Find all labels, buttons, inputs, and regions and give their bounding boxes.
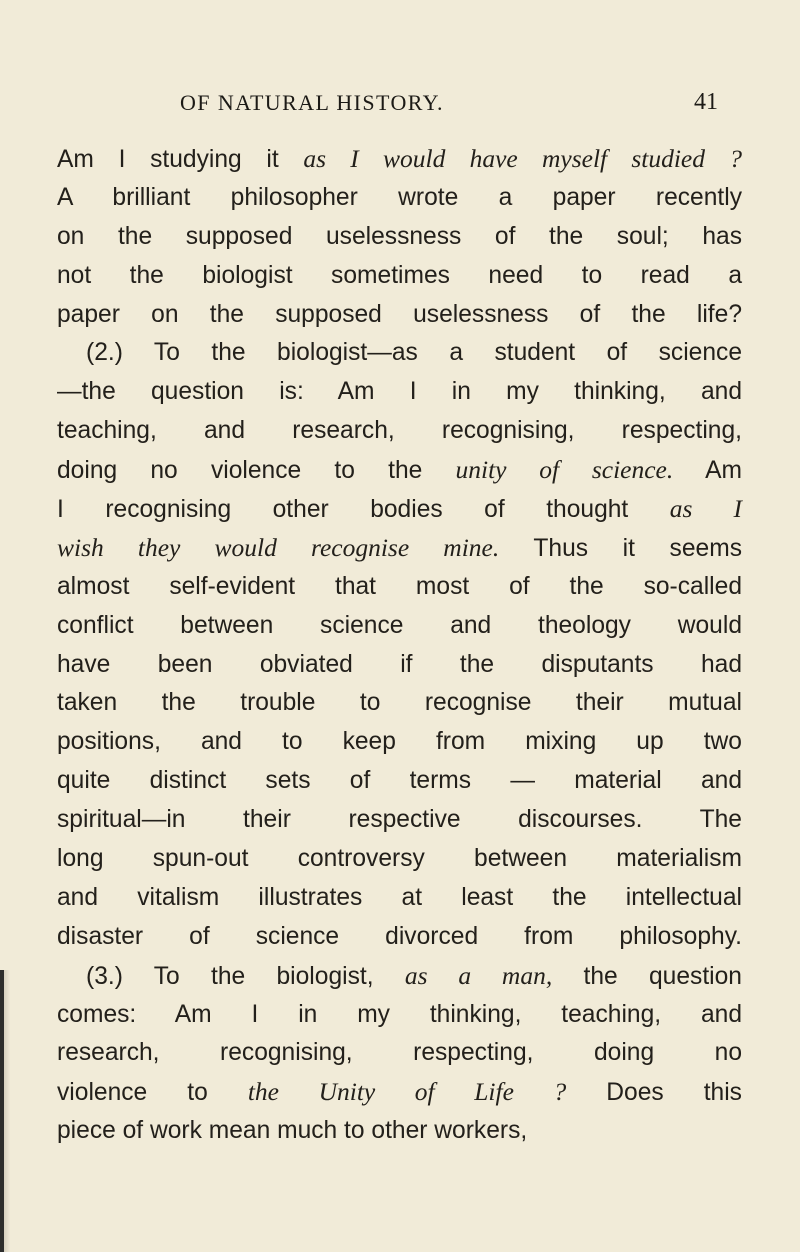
- text-line: [57, 490, 742, 529]
- text-line: [57, 879, 742, 918]
- text-line: [57, 957, 742, 996]
- italic-text: unity of science.: [455, 455, 674, 485]
- text-line: [57, 1073, 742, 1112]
- text-line: [57, 140, 742, 179]
- text-line: [57, 373, 742, 412]
- text-line: [57, 607, 742, 646]
- italic-text: as I: [669, 494, 742, 524]
- text-segment: —the question is: Am I in my thinking, and: [57, 378, 742, 406]
- italic-text: as a man,: [404, 960, 553, 990]
- text-line: [57, 179, 742, 218]
- text-line: [57, 801, 742, 840]
- text-segment: paper on the supposed uselessness of the life?: [57, 300, 742, 328]
- italic-text: wish they would recognise mine.: [57, 532, 500, 562]
- text-line: [57, 762, 742, 801]
- text-line: [57, 723, 742, 762]
- text-segment: the question: [552, 962, 742, 990]
- text-line: [57, 451, 742, 490]
- text-segment: conflict between science and theology would: [57, 611, 742, 639]
- text-line: [57, 646, 742, 685]
- text-segment: taken the trouble to recognise their mutual: [57, 689, 742, 717]
- text-line: [57, 1112, 742, 1151]
- body-text: [57, 140, 742, 1151]
- page-header: [84, 90, 724, 126]
- text-line: [57, 529, 742, 568]
- text-segment: spiritual—in their respective discourses. The: [57, 806, 742, 834]
- text-segment: Does this: [566, 1079, 742, 1107]
- text-segment: almost self-evident that most of the so-called: [57, 572, 742, 600]
- text-segment: doing no violence to the: [57, 457, 456, 485]
- text-segment: comes: Am I in my thinking, teaching, and: [57, 1000, 742, 1028]
- text-line: [57, 918, 742, 957]
- text-segment: and vitalism illustrates at least the intellectual: [57, 883, 742, 911]
- text-segment: piece of work mean much to other workers,: [57, 1117, 528, 1145]
- text-segment: positions, and to keep from mixing up two: [57, 728, 742, 756]
- text-segment: Am I studying it: [57, 146, 304, 173]
- text-segment: not the biologist sometimes need to read a: [57, 261, 742, 289]
- text-segment: (2.) To the biologist—as a student of science: [86, 339, 742, 367]
- text-line: [57, 334, 742, 373]
- text-line: [57, 568, 742, 607]
- text-segment: long spun-out controversy between materialism: [57, 845, 742, 873]
- text-segment: Thus it seems: [499, 534, 742, 562]
- text-segment: on the supposed uselessness of the soul; has: [57, 222, 742, 250]
- running-head: OF NATURAL HISTORY.: [180, 90, 444, 115]
- page-number: 41: [694, 89, 718, 115]
- italic-text: as I would have myself studied ?: [303, 144, 742, 173]
- text-segment: Am: [673, 457, 742, 485]
- text-line: [57, 257, 742, 296]
- text-segment: teaching, and research, recognising, respecting,: [57, 417, 742, 445]
- page-edge-shadow: [0, 970, 10, 1252]
- text-segment: quite distinct sets of terms — material and: [57, 767, 742, 795]
- text-segment: disaster of science divorced from philosophy.: [57, 922, 742, 950]
- text-segment: A brilliant philosopher wrote a paper recently: [57, 183, 742, 211]
- text-segment: (3.) To the biologist,: [86, 962, 405, 990]
- text-line: [57, 996, 742, 1035]
- text-line: [57, 218, 742, 257]
- text-line: [57, 412, 742, 451]
- text-line: [57, 1034, 742, 1073]
- text-segment: research, recognising, respecting, doing no: [57, 1039, 742, 1067]
- italic-text: the Unity of Life ?: [247, 1077, 567, 1107]
- text-segment: violence to: [57, 1079, 248, 1107]
- text-line: [57, 840, 742, 879]
- text-line: [57, 296, 742, 335]
- text-segment: I recognising other bodies of thought: [57, 496, 670, 524]
- text-line: [57, 684, 742, 723]
- text-segment: have been obviated if the disputants had: [57, 650, 742, 678]
